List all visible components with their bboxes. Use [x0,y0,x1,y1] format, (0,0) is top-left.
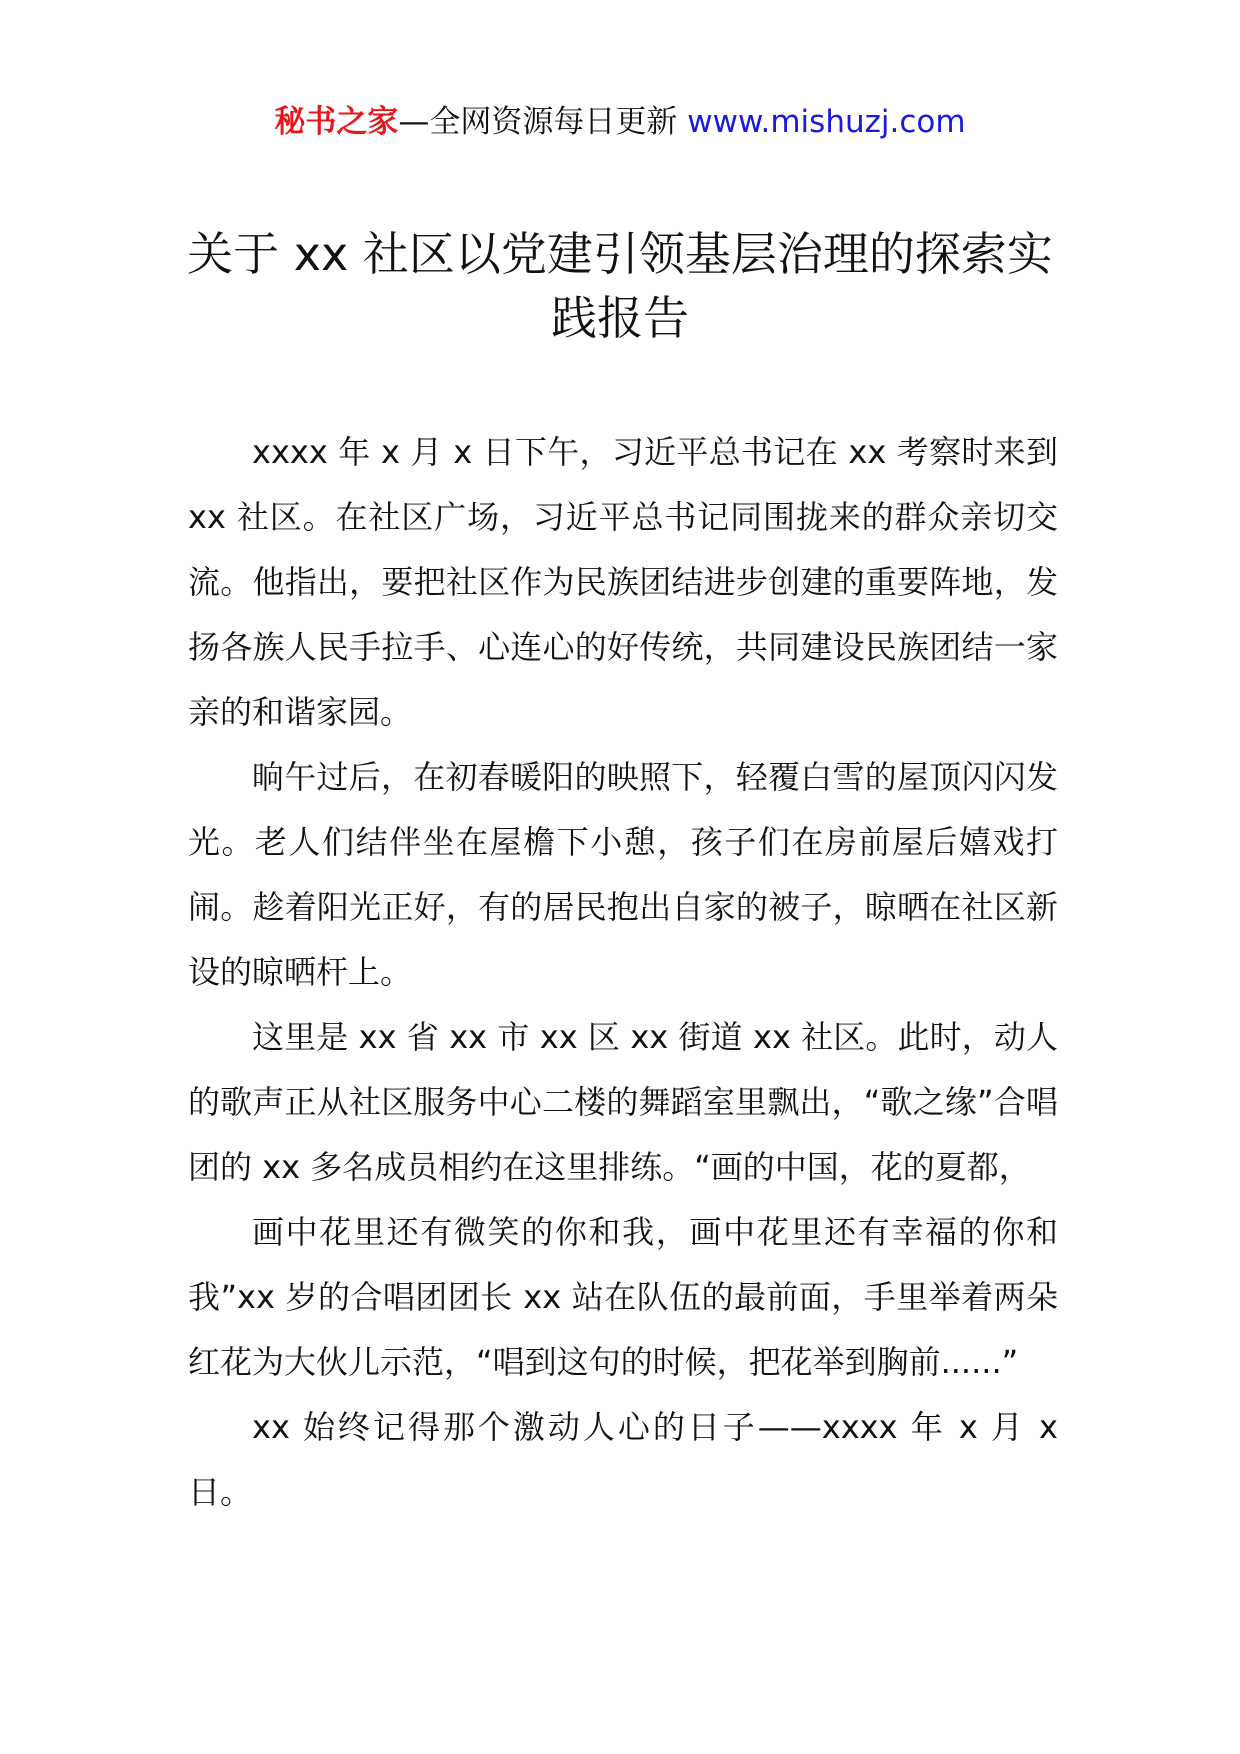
document-title-line-1: 关于 xx 社区以党建引领基层治理的探索实 [187,227,1053,281]
document-title [170,222,1070,350]
document-title-line-2: 践报告 [551,291,689,345]
paragraph-2: 晌午过后，在初春暖阳的映照下，轻覆白雪的屋顶闪闪发光。老人们结伴坐在屋檐下小憩，孩子们在房前屋后嬉戏打闹。趁着阳光正好，有的居民抱出自家的被子，晾晒在社区新设的晾晒杆上。 [188,758,1058,991]
site-brand: 秘书之家 [274,104,399,140]
paragraph-1: xxxx 年 x 月 x 日下午，习近平总书记在 xx 考察时来到 xx 社区。在社区广场，习近平总书记同围拢来的群众亲切交流。他指出，要把社区作为民族团结进步创建的重要阵地，发扬各族人民手拉手、心连心的好传统，共同建设民族团结一家亲的和谐家园。 [188,433,1058,731]
paragraph-3: 这里是 xx 省 xx 市 xx 区 xx 街道 xx 社区。此时，动人的歌声正从社区服务中心二楼的舞蹈室里飘出，“歌之缘”合唱团的 xx 多名成员相约在这里排练。“画的中国，花的夏都， [188,1018,1058,1186]
document-body [188,420,1058,1525]
site-tagline: —全网资源每日更新 [398,104,688,140]
paragraph-5: xx 始终记得那个激动人心的日子——xxxx 年 x 月 x 日。 [188,1408,1058,1511]
site-header [0,100,1240,144]
site-url-link[interactable]: www.mishuzj.com [687,104,966,140]
paragraph-4: 画中花里还有微笑的你和我，画中花里还有幸福的你和我”xx 岁的合唱团团长 xx 站在队伍的最前面，手里举着两朵红花为大伙儿示范，“唱到这句的时候，把花举到胸前......” [188,1213,1058,1381]
